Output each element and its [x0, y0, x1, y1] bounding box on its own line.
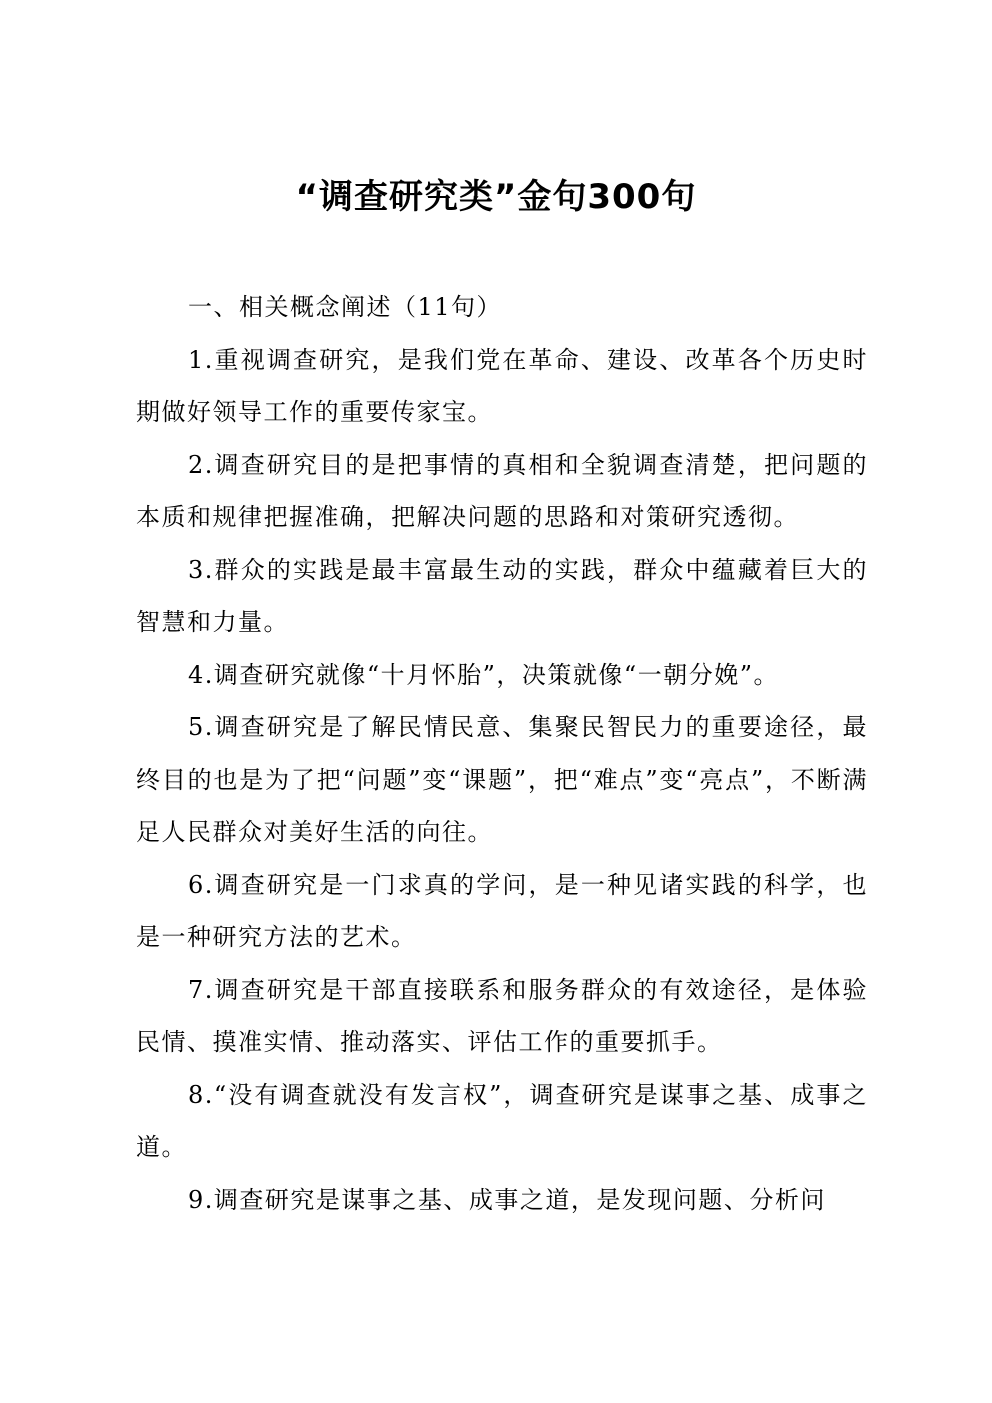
- list-item: 1.重视调查研究，是我们党在革命、建设、改革各个历史时期做好领导工作的重要传家宝。: [136, 345, 868, 426]
- list-item: 4.调查研究就像“十月怀胎”，决策就像“一朝分娩”。: [188, 660, 779, 689]
- list-item: 5.调查研究是了解民情民意、集聚民智民力的重要途径，最终目的也是为了把“问题”变“课题”，把“难点”变“亮点”，不断满足人民群众对美好生活的向往。: [136, 713, 868, 846]
- list-item: 3.群众的实践是最丰富最生动的实践，群众中蕴藏着巨大的智慧和力量。: [136, 555, 868, 636]
- list-item: 2.调查研究目的是把事情的真相和全貌调查清楚，把问题的本质和规律把握准确，把解决问题的思路和对策研究透彻。: [136, 450, 868, 531]
- list-item: 9.调查研究是谋事之基、成事之道，是发现问题、分析问: [188, 1185, 826, 1214]
- list-item: 6.调查研究是一门求真的学问，是一种见诸实践的科学，也是一种研究方法的艺术。: [136, 870, 868, 951]
- list-item: 8.“没有调查就没有发言权”，调查研究是谋事之基、成事之道。: [136, 1080, 868, 1161]
- list-item: 7.调查研究是干部直接联系和服务群众的有效途径，是体验民情、摸准实情、推动落实、评估工作的重要抓手。: [136, 975, 868, 1056]
- document-title: “调查研究类”金句300句: [295, 177, 697, 217]
- document-body: [136, 281, 868, 1226]
- section-heading: 一、相关概念阐述（11句）: [188, 293, 503, 321]
